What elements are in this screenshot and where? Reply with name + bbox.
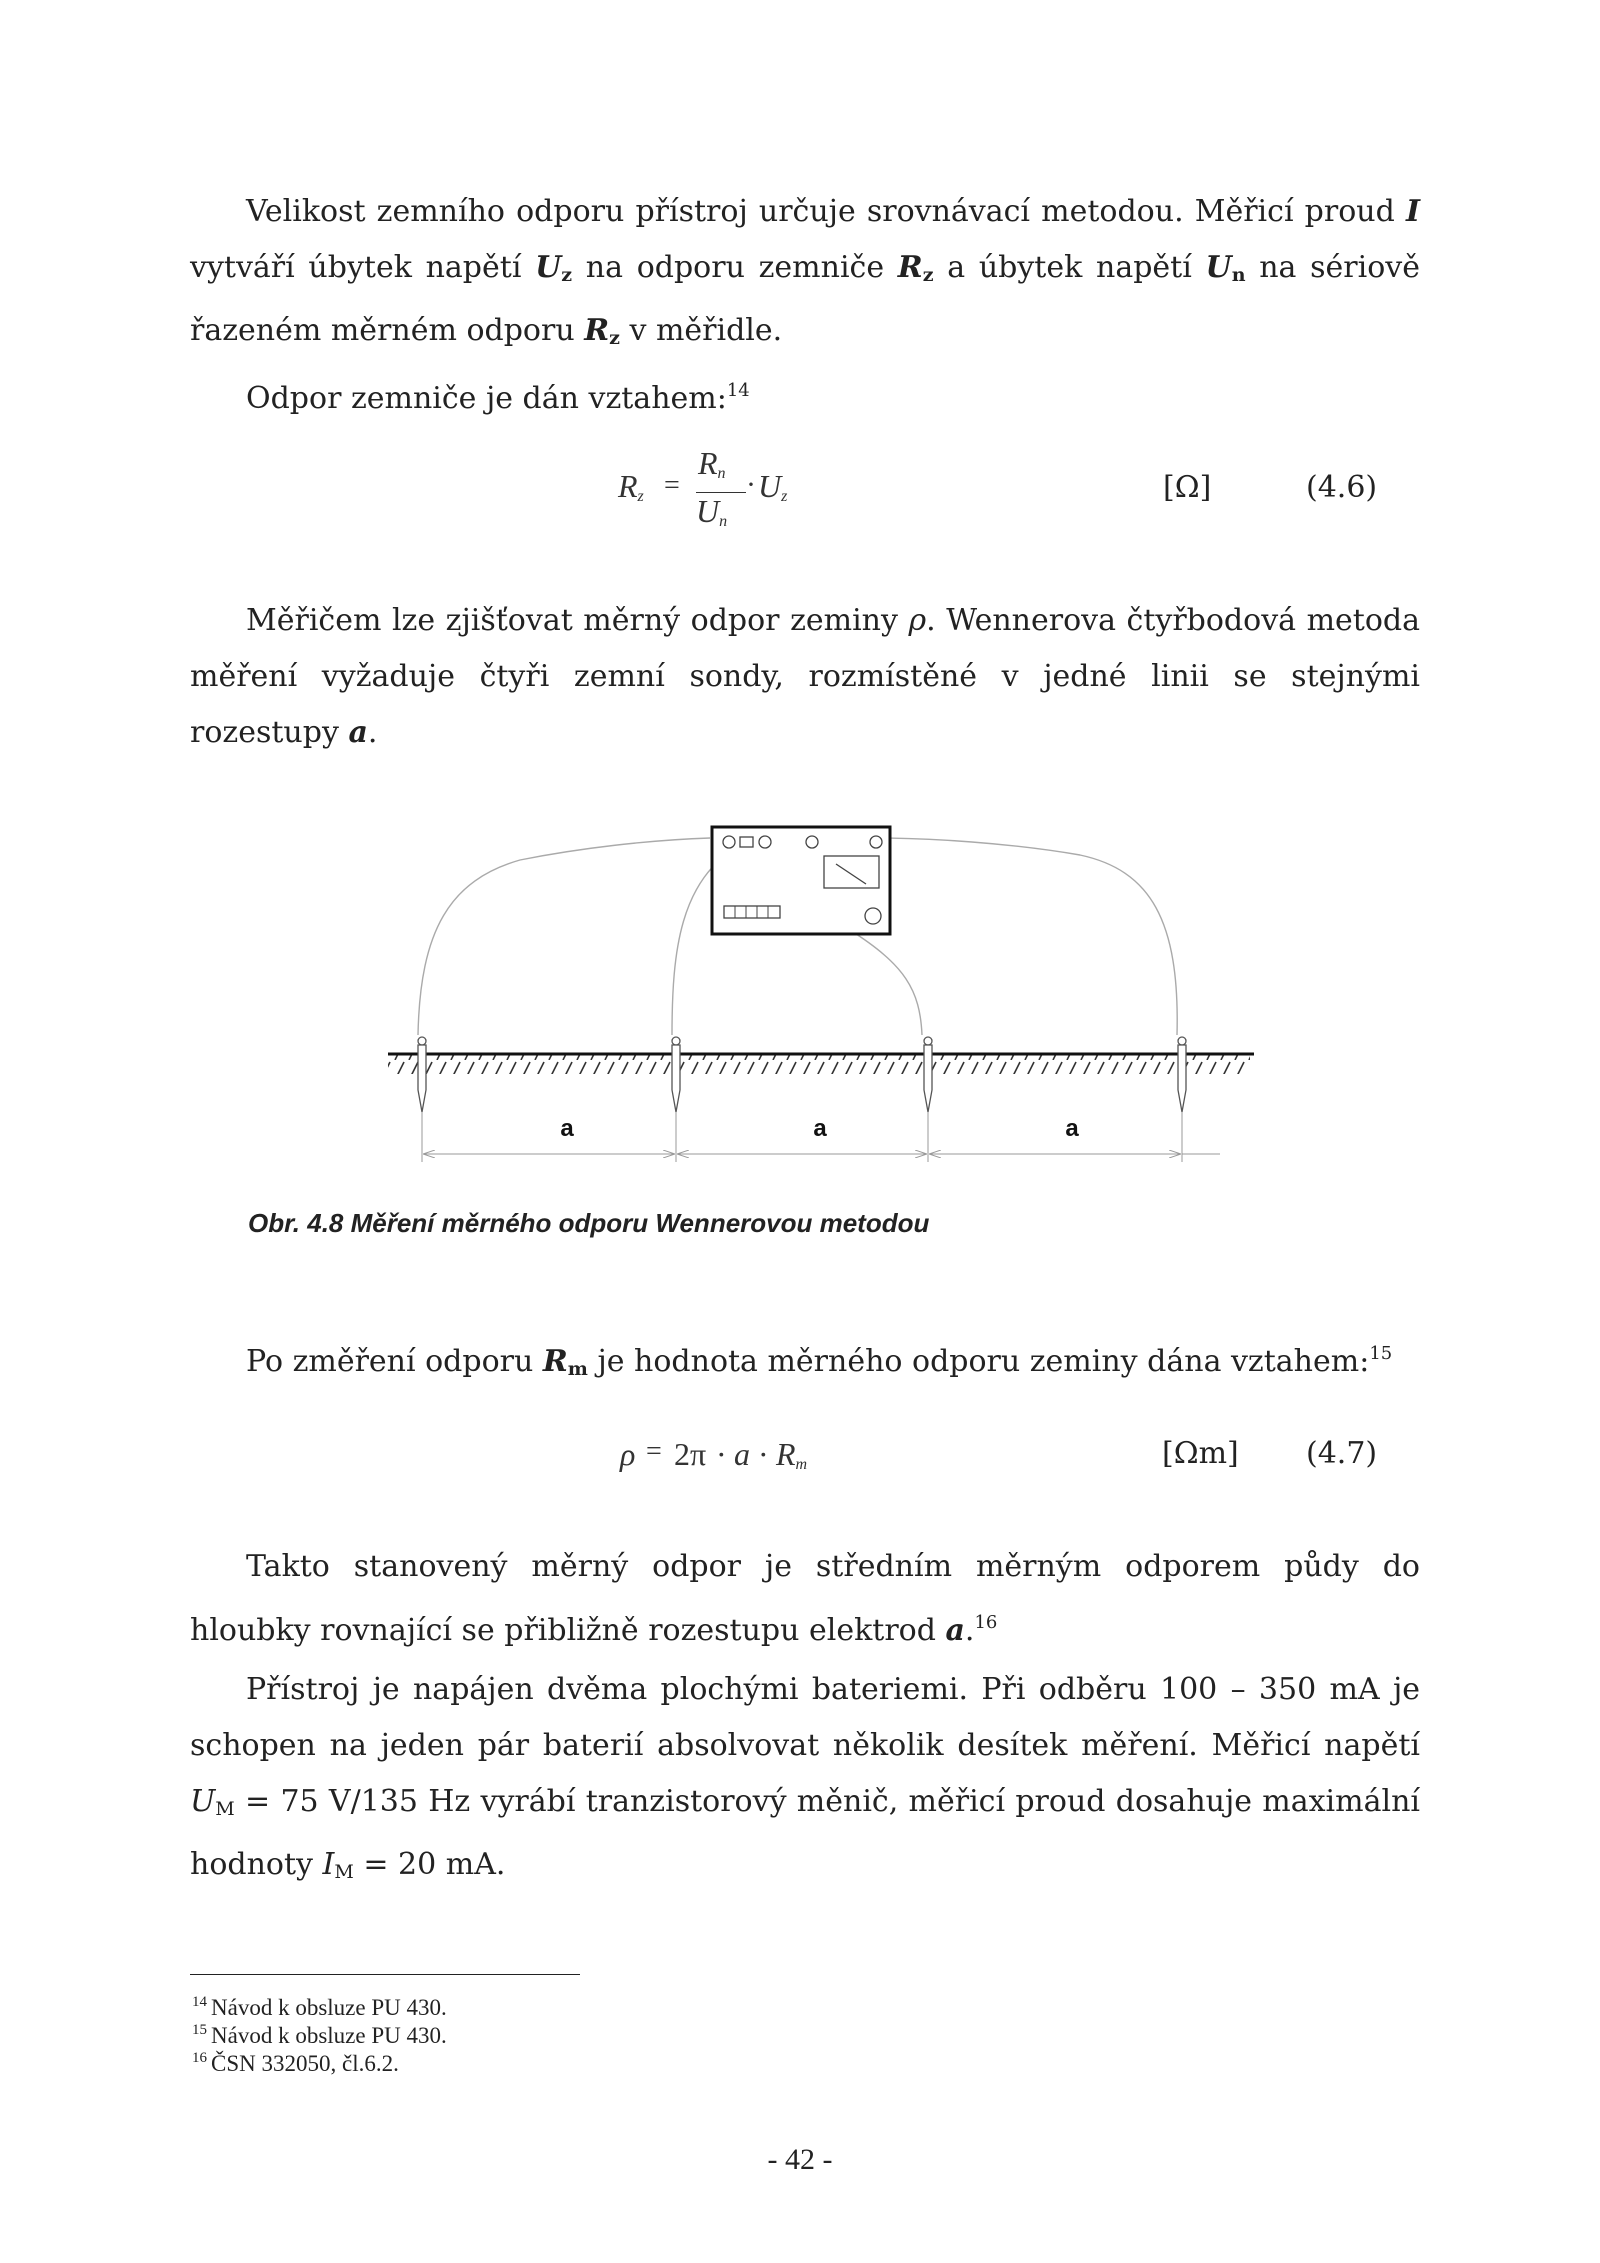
probe-1 bbox=[418, 1037, 426, 1112]
symbol-Rz: R bbox=[897, 250, 923, 285]
paragraph-6 bbox=[190, 1662, 1420, 1900]
p3-text-2: . Wennerova čtyřbodová metoda měření vyžaduje čtyři zemní sondy, rozmístěné v jedné linii se stejnými rozestupy bbox=[190, 603, 1420, 750]
eq1-lhs-sub: z bbox=[637, 488, 644, 505]
p5-text-1: Takto stanovený měrný odpor je středním měrným odporem půdy do hloubky rovnající se přibližně rozestupu elektrod bbox=[190, 1549, 1420, 1648]
symbol-Un-sub: n bbox=[1231, 264, 1246, 286]
symbol-Rz2-sub: z bbox=[609, 327, 620, 349]
page-number: - 42 - bbox=[767, 2143, 833, 2176]
p4-text-2: je hodnota měrného odporu zeminy dána vztahem: bbox=[587, 1344, 1370, 1379]
footnote-15 bbox=[192, 2022, 447, 2049]
eq2-dot-1: · bbox=[716, 1436, 727, 1472]
ground-hatching bbox=[388, 1054, 1250, 1074]
wire-4 bbox=[875, 838, 1177, 1035]
eq1-numerator: R bbox=[698, 445, 718, 481]
symbol-I: I bbox=[1405, 194, 1420, 229]
eq1-lhs: R bbox=[618, 468, 638, 504]
p6-text-3: = 20 mA. bbox=[353, 1847, 506, 1882]
eq2-number: (4.7) bbox=[1306, 1436, 1378, 1471]
probe-2 bbox=[672, 1037, 680, 1112]
dimension-label-a-3: a bbox=[1065, 1115, 1079, 1142]
p2-text: Odpor zemniče je dán vztahem: bbox=[246, 381, 727, 416]
p4-text-1: Po změření odporu bbox=[246, 1344, 543, 1379]
p3-text-3: . bbox=[367, 715, 378, 750]
dimension-label-a-2: a bbox=[813, 1115, 827, 1142]
eq2-rho: ρ bbox=[620, 1436, 636, 1472]
equation-4-7 bbox=[620, 1436, 840, 1486]
eq1-unit: [Ω] bbox=[1163, 470, 1212, 505]
measuring-instrument bbox=[712, 827, 890, 934]
footnote-ref-16: 16 bbox=[974, 1612, 998, 1633]
p3-text-1: Měřičem lze zjišťovat měrný odpor zeminy bbox=[246, 603, 909, 638]
eq1-dot: · bbox=[746, 468, 756, 501]
symbol-Rz2: R bbox=[584, 313, 610, 348]
footnote-15-number: 15 bbox=[192, 2022, 207, 2038]
p1-text-3: na odporu zemniče bbox=[572, 250, 898, 285]
footnote-15-text: Návod k obsluze PU 430. bbox=[211, 2023, 447, 2048]
symbol-rho: ρ bbox=[908, 603, 927, 638]
symbol-Rm-sub: m bbox=[567, 1358, 588, 1380]
eq2-two-pi: 2π bbox=[674, 1436, 707, 1472]
eq1-numerator-sub: n bbox=[717, 465, 726, 482]
figure-caption: Obr. 4.8 Měření měrného odporu Wennerovou metodou bbox=[248, 1208, 930, 1238]
symbol-a: a bbox=[348, 715, 368, 750]
eq1-equals: = bbox=[664, 470, 680, 501]
paragraph-5 bbox=[190, 1539, 1420, 1659]
p6-text-1: Přístroj je napájen dvěma plochými bateriemi. Při odběru 100 – 350 mA je schopen na jeden pár baterií absolvovat několik desítek měření. Měřicí napětí bbox=[190, 1672, 1420, 1763]
footnote-16 bbox=[192, 2050, 399, 2077]
eq2-dot-2: · bbox=[758, 1436, 769, 1472]
eq1-denominator-sub: n bbox=[719, 513, 728, 530]
footnote-ref-14: 14 bbox=[726, 380, 750, 401]
wire-1 bbox=[418, 838, 710, 1035]
eq1-number: (4.6) bbox=[1306, 470, 1378, 505]
symbol-Un: U bbox=[1205, 250, 1232, 285]
symbol-IM: I bbox=[322, 1847, 335, 1882]
symbol-Uz: U bbox=[535, 250, 562, 285]
probe-4 bbox=[1178, 1037, 1186, 1112]
eq2-R-sub: m bbox=[795, 1456, 808, 1473]
footnote-14 bbox=[192, 1994, 447, 2021]
eq2-unit: [Ωm] bbox=[1162, 1436, 1239, 1471]
probe-3 bbox=[924, 1037, 932, 1112]
eq2-equals: = bbox=[646, 1436, 662, 1467]
symbol-UM: U bbox=[190, 1784, 216, 1819]
symbol-Rz-sub: z bbox=[922, 264, 934, 286]
footnote-14-number: 14 bbox=[192, 1994, 207, 2010]
footnote-ref-15: 15 bbox=[1369, 1343, 1393, 1364]
p6-text-2: = 75 V/135 Hz vyrábí tranzistorový měnič, měřicí proud dosahuje maximální hodnoty bbox=[190, 1784, 1420, 1882]
p1-text-5: na sériově řazeném měrném odporu bbox=[190, 250, 1420, 348]
eq2-R: R bbox=[776, 1436, 796, 1472]
footnote-14-text: Návod k obsluze PU 430. bbox=[211, 1995, 447, 2020]
earth-probes bbox=[418, 1037, 1186, 1112]
symbol-UM-sub: M bbox=[215, 1798, 235, 1820]
eq2-a: a bbox=[734, 1436, 750, 1472]
p5-text-2: . bbox=[964, 1613, 975, 1648]
footnote-16-text: ČSN 332050, čl.6.2. bbox=[211, 2051, 399, 2076]
p1-text-4: a úbytek napětí bbox=[933, 250, 1206, 285]
dimension-label-a-1: a bbox=[560, 1115, 574, 1142]
p1-text-6: v měřidle. bbox=[619, 313, 783, 348]
symbol-Rm: R bbox=[542, 1344, 568, 1379]
footnote-rule bbox=[190, 1974, 580, 1975]
symbol-Uz-sub: z bbox=[561, 264, 573, 286]
p1-text-1: Velikost zemního odporu přístroj určuje srovnávací metodou. Měřicí proud bbox=[246, 194, 1406, 229]
symbol-IM-sub: M bbox=[334, 1861, 354, 1883]
symbol-a-2: a bbox=[945, 1613, 965, 1648]
eq1-rhs-sub: z bbox=[781, 488, 788, 505]
paragraph-4 bbox=[190, 1326, 1420, 1397]
eq1-rhs: U bbox=[758, 468, 782, 504]
p1-text-2: vytváří úbytek napětí bbox=[190, 250, 536, 285]
footnote-16-number: 16 bbox=[192, 2050, 207, 2066]
eq1-denominator: U bbox=[696, 493, 720, 529]
